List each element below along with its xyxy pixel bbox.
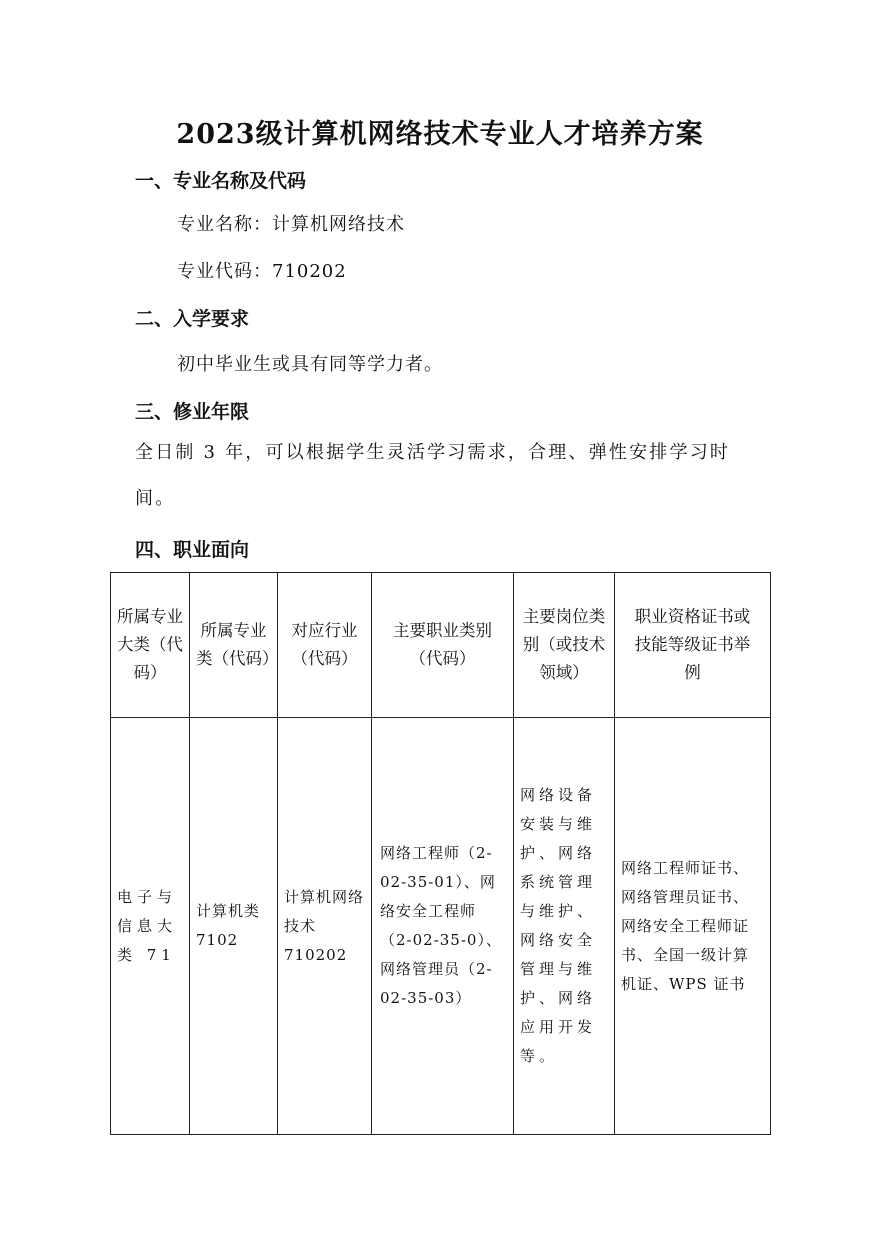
major-code-line: 专业代码：710202 bbox=[177, 261, 347, 282]
major-category-cell: 电子与信息大类 71 bbox=[111, 718, 190, 1135]
header-cell: 主要职业类别（代码） bbox=[372, 573, 514, 718]
industry-cell: 计算机网络技术 710202 bbox=[278, 718, 372, 1135]
header-cell: 职业资格证书或技能等级证书举例 bbox=[615, 573, 771, 718]
section-1-heading: 一、专业名称及代码 bbox=[135, 170, 307, 192]
position-cell: 网络设备安装与维护、网络系统管理与维护、网络安全管理与维护、网络应用开发等。 bbox=[514, 718, 615, 1135]
header-cell: 主要岗位类别（或技术领域） bbox=[514, 573, 615, 718]
document-title: 2023级计算机网络技术专业人才培养方案 bbox=[176, 119, 704, 150]
section-4-heading: 四、职业面向 bbox=[135, 539, 250, 561]
section-2-heading: 二、入学要求 bbox=[135, 308, 250, 330]
table-header-row bbox=[111, 573, 771, 718]
occupation-cell: 网络工程师（2-02-35-01）、网络安全工程师（2-02-35-0）、网络管理员（2-02-35-03） bbox=[372, 718, 514, 1135]
certificate-cell: 网络工程师证书、网络管理员证书、网络安全工程师证书、全国一级计算机证、WPS 证书 bbox=[615, 718, 771, 1135]
section-3-heading: 三、修业年限 bbox=[135, 401, 250, 423]
header-cell: 所属专业大类（代码） bbox=[111, 573, 190, 718]
career-orientation-table bbox=[110, 572, 771, 1135]
duration-text: 全日制 3 年，可以根据学生灵活学习需求，合理、弹性安排学习时间。 bbox=[135, 442, 731, 509]
major-class-cell: 计算机类 7102 bbox=[190, 718, 278, 1135]
admission-text: 初中毕业生或具有同等学力者。 bbox=[177, 354, 443, 375]
header-cell: 对应行业（代码） bbox=[278, 573, 372, 718]
table-row bbox=[111, 718, 771, 1135]
major-name-line: 专业名称：计算机网络技术 bbox=[177, 214, 405, 235]
header-cell: 所属专业类（代码） bbox=[190, 573, 278, 718]
